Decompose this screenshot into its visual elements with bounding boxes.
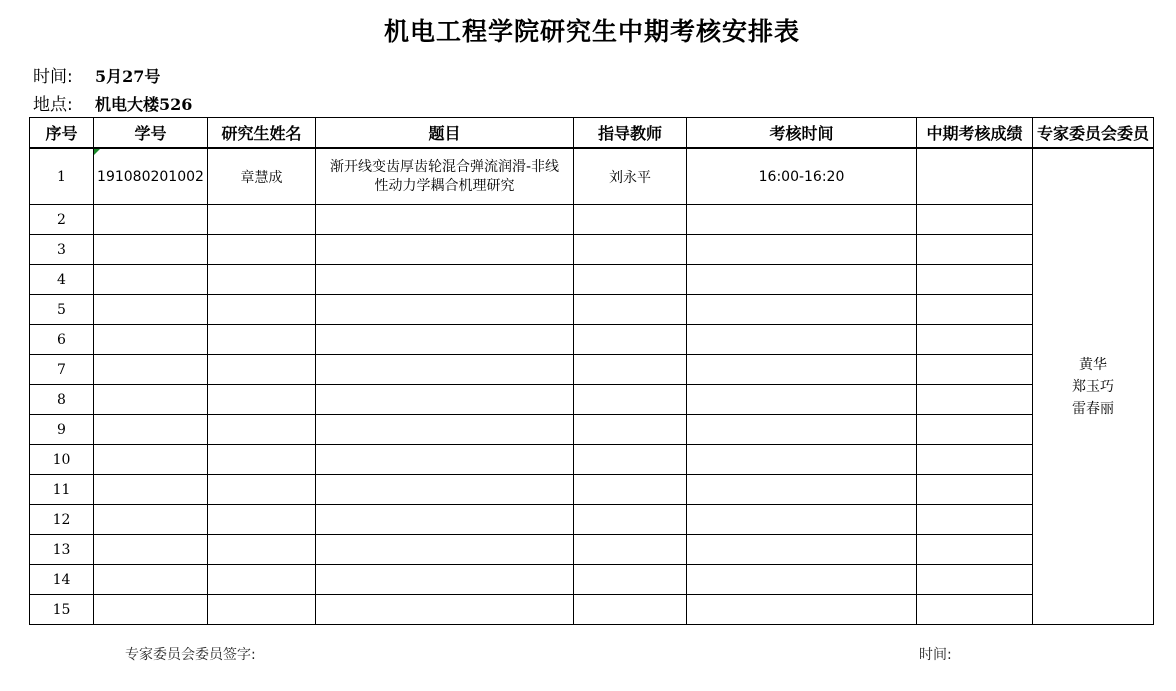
cell-index[interactable]: 15: [30, 595, 94, 625]
cell-score[interactable]: [917, 235, 1033, 265]
cell-time[interactable]: [687, 205, 917, 235]
header-score: 中期考核成绩: [917, 118, 1033, 149]
table-row: [30, 325, 1154, 355]
cell-score[interactable]: [917, 415, 1033, 445]
cell-name[interactable]: [208, 505, 316, 535]
cell-name[interactable]: [208, 265, 316, 295]
table-row: [30, 505, 1154, 535]
cell-index[interactable]: 12: [30, 505, 94, 535]
cell-name[interactable]: [208, 445, 316, 475]
cell-score[interactable]: [917, 295, 1033, 325]
place-value: 机电大楼526: [95, 95, 193, 114]
header-row: [30, 118, 1154, 149]
cell-time[interactable]: [687, 475, 917, 505]
cell-time[interactable]: [687, 445, 917, 475]
cell-student-id[interactable]: [94, 385, 208, 415]
cell-advisor[interactable]: [574, 295, 687, 325]
cell-student-id[interactable]: [94, 595, 208, 625]
cell-name[interactable]: [208, 475, 316, 505]
page-title: 机电工程学院研究生中期考核安排表: [383, 17, 800, 46]
cell-index[interactable]: 1: [30, 148, 94, 205]
cell-score[interactable]: [917, 265, 1033, 295]
cell-advisor[interactable]: [574, 235, 687, 265]
cell-name[interactable]: [208, 385, 316, 415]
table-row: [30, 295, 1154, 325]
table-row: [30, 265, 1154, 295]
cell-index[interactable]: 10: [30, 445, 94, 475]
schedule-table: [29, 117, 1154, 625]
cell-index[interactable]: 6: [30, 325, 94, 355]
cell-time[interactable]: [687, 535, 917, 565]
footer-time-label: 时间:: [919, 647, 952, 663]
table-row: [30, 535, 1154, 565]
header-experts: 专家委员会委员: [1033, 118, 1154, 149]
cell-experts[interactable]: [1033, 148, 1154, 625]
cell-advisor[interactable]: [574, 475, 687, 505]
cell-name[interactable]: [208, 595, 316, 625]
cell-name[interactable]: 章慧成: [208, 148, 316, 205]
cell-index[interactable]: 13: [30, 535, 94, 565]
cell-topic[interactable]: [316, 265, 574, 295]
cell-score[interactable]: [917, 505, 1033, 535]
header-time: 考核时间: [687, 118, 917, 149]
time-line: [33, 62, 160, 87]
cell-index[interactable]: 14: [30, 565, 94, 595]
table-row: [30, 445, 1154, 475]
cell-index[interactable]: 8: [30, 385, 94, 415]
expert-name: 黄华: [1079, 356, 1107, 373]
cell-score[interactable]: [917, 205, 1033, 235]
cell-time[interactable]: [687, 565, 917, 595]
table-row: [30, 235, 1154, 265]
expert-name: 雷春丽: [1072, 400, 1114, 417]
cell-index[interactable]: 3: [30, 235, 94, 265]
table-row: [30, 565, 1154, 595]
cell-index[interactable]: 5: [30, 295, 94, 325]
cell-topic[interactable]: [316, 595, 574, 625]
cell-topic[interactable]: [316, 205, 574, 235]
cell-index[interactable]: 9: [30, 415, 94, 445]
cell-topic[interactable]: [316, 148, 574, 205]
cell-topic[interactable]: [316, 295, 574, 325]
cell-time[interactable]: [687, 385, 917, 415]
cell-student-id[interactable]: [94, 205, 208, 235]
cell-topic[interactable]: [316, 505, 574, 535]
cell-name[interactable]: [208, 415, 316, 445]
cell-topic[interactable]: [316, 385, 574, 415]
cell-score[interactable]: [917, 565, 1033, 595]
cell-student-id[interactable]: [94, 565, 208, 595]
cell-name[interactable]: [208, 325, 316, 355]
cell-time[interactable]: [687, 265, 917, 295]
cell-topic[interactable]: [316, 355, 574, 385]
header-student-id: 学号: [94, 118, 208, 149]
table-row: [30, 205, 1154, 235]
cell-time[interactable]: [687, 415, 917, 445]
cell-student-id[interactable]: 191080201002: [94, 148, 208, 205]
header-topic: 题目: [316, 118, 574, 149]
cell-topic[interactable]: [316, 415, 574, 445]
time-label: 时间:: [33, 67, 73, 87]
header-advisor: 指导教师: [574, 118, 687, 149]
cell-topic[interactable]: [316, 475, 574, 505]
cell-name[interactable]: [208, 235, 316, 265]
cell-advisor[interactable]: [574, 385, 687, 415]
table-row: [30, 475, 1154, 505]
cell-time[interactable]: [687, 325, 917, 355]
table-row: [30, 595, 1154, 625]
signature-label: 专家委员会委员签字:: [125, 647, 256, 663]
cell-time[interactable]: [687, 505, 917, 535]
cell-time[interactable]: 16:00-16:20: [687, 148, 917, 205]
cell-index[interactable]: 2: [30, 205, 94, 235]
header-name: 研究生姓名: [208, 118, 316, 149]
cell-advisor[interactable]: 刘永平: [574, 148, 687, 205]
cell-advisor[interactable]: [574, 535, 687, 565]
cell-name[interactable]: [208, 355, 316, 385]
cell-score[interactable]: [917, 445, 1033, 475]
cell-score[interactable]: [917, 595, 1033, 625]
expert-name: 郑玉巧: [1072, 378, 1114, 395]
cell-student-id[interactable]: [94, 445, 208, 475]
cell-student-id[interactable]: [94, 355, 208, 385]
cell-topic[interactable]: [316, 445, 574, 475]
cell-student-id[interactable]: [94, 295, 208, 325]
cell-time[interactable]: [687, 295, 917, 325]
cell-score[interactable]: [917, 475, 1033, 505]
cell-advisor[interactable]: [574, 505, 687, 535]
cell-student-id[interactable]: [94, 505, 208, 535]
time-value: 5月27号: [95, 67, 161, 86]
cell-advisor[interactable]: [574, 355, 687, 385]
topic-line-2: 性动力学耦合机理研究: [374, 177, 515, 194]
cell-time[interactable]: [687, 235, 917, 265]
cell-student-id[interactable]: [94, 325, 208, 355]
cell-name[interactable]: [208, 295, 316, 325]
topic-line-1: 渐开线变齿厚齿轮混合弹流润滑-非线: [329, 158, 560, 175]
cell-score[interactable]: [917, 535, 1033, 565]
table-row: [30, 415, 1154, 445]
table-row: [30, 148, 1154, 205]
cell-advisor[interactable]: [574, 265, 687, 295]
table-row: [30, 385, 1154, 415]
cell-index[interactable]: 11: [30, 475, 94, 505]
cell-advisor[interactable]: [574, 565, 687, 595]
cell-name[interactable]: [208, 535, 316, 565]
cell-index[interactable]: 4: [30, 265, 94, 295]
cell-score[interactable]: [917, 325, 1033, 355]
table-row: [30, 355, 1154, 385]
cell-advisor[interactable]: [574, 415, 687, 445]
cell-student-id[interactable]: [94, 415, 208, 445]
cell-time[interactable]: [687, 355, 917, 385]
cell-index[interactable]: 7: [30, 355, 94, 385]
cell-score[interactable]: [917, 148, 1033, 205]
cell-name[interactable]: [208, 565, 316, 595]
cell-advisor[interactable]: [574, 205, 687, 235]
place-label: 地点:: [33, 95, 73, 115]
cell-score[interactable]: [917, 385, 1033, 415]
cell-student-id[interactable]: [94, 235, 208, 265]
cell-topic[interactable]: [316, 325, 574, 355]
cell-student-id[interactable]: [94, 535, 208, 565]
cell-student-id[interactable]: [94, 265, 208, 295]
cell-student-id[interactable]: [94, 475, 208, 505]
cell-topic[interactable]: [316, 535, 574, 565]
cell-advisor[interactable]: [574, 445, 687, 475]
cell-topic[interactable]: [316, 235, 574, 265]
cell-advisor[interactable]: [574, 595, 687, 625]
cell-advisor[interactable]: [574, 325, 687, 355]
cell-topic[interactable]: [316, 565, 574, 595]
cell-time[interactable]: [687, 595, 917, 625]
header-index: 序号: [30, 118, 94, 149]
place-line: [33, 90, 192, 115]
cell-name[interactable]: [208, 205, 316, 235]
cell-score[interactable]: [917, 355, 1033, 385]
